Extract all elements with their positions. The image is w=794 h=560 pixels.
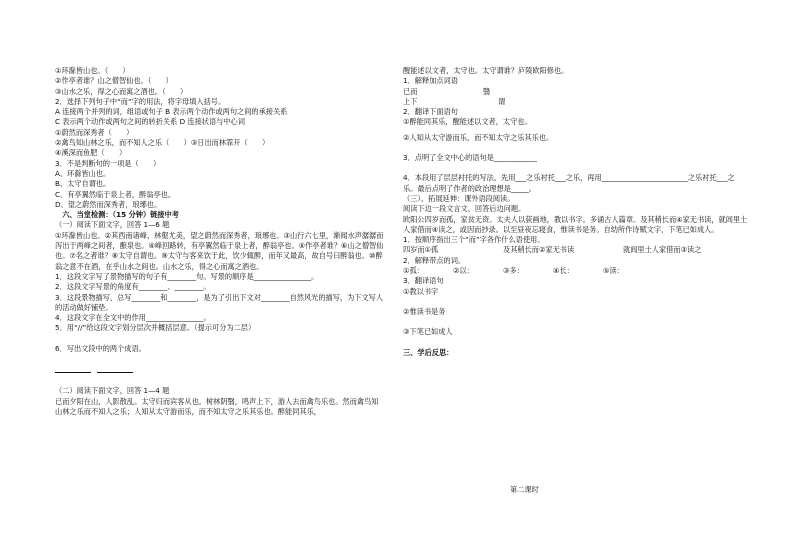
er-row: [403, 245, 748, 255]
def-item: ③多：: [503, 266, 524, 276]
section-heading: （三）、拓展延伸：课外语段阅读。: [403, 193, 515, 203]
text-line: ④溪深而鱼肥（ ）: [55, 148, 127, 158]
translate-item: ②惟读书是务: [403, 306, 446, 316]
text-line: ①蔚然而深秀者（ ）: [55, 127, 134, 137]
text-line: 3．不是判断句的一项是（ ）: [55, 158, 161, 168]
def-item: ④长：: [553, 266, 574, 276]
er-item: 就闾里士人家借而③读之: [623, 245, 702, 255]
text-line: 阅读下边一段文言文，回答后边问题。: [403, 204, 526, 214]
def-item: ⑤读：: [603, 266, 624, 276]
answer-blanks[interactable]: [55, 364, 385, 376]
text-line: 1．解释加点词语: [403, 76, 458, 86]
question: 1．这段文字写了景物描写的句子有________句。写景的顺序是________________。: [55, 271, 319, 281]
text-line: ③山水之乐，得之心而寓之酒也。（ ）: [55, 86, 188, 96]
passage-1: ①环滁皆山也。②其西南诸峰，林壑尤美，望之蔚然而深秀者，琅琊也。③山行六七里，渐闻水声潺潺而泻出于两峰之间者，酿泉也。④峰回路转，有亭翼然临于泉上者，醉翁亭也。⑤作亭者谁？⑥山之僧智仙也。⑦名之者谁？⑧太守自谓也。⑨太守与客来饮于此，饮少辄醉，而年又最高，故自号曰醉翁也。⑩醉翁之意不在酒，在乎山水之间也。山水之乐，得之心而寓之酒也。: [55, 230, 384, 271]
er-item: 四岁而①孤: [403, 245, 439, 255]
text-line: D、望之蔚然而深秀者，琅琊也。: [55, 199, 162, 209]
text-line: 2．翻译下面语句: [403, 107, 458, 117]
left-column: [55, 66, 385, 417]
text-line: C 表示两个动作或两句之间的转折关系 D 连接状语与中心词: [55, 117, 245, 127]
def-item: ②以：: [453, 266, 474, 276]
word: 翳: [483, 86, 491, 96]
text-line: A、环滁皆山也。: [55, 168, 111, 178]
word: 已而: [403, 86, 418, 96]
lesson-label: 第二课时: [510, 485, 539, 494]
word: 上下: [403, 96, 418, 106]
word: 谓: [498, 96, 506, 106]
passage-3: 欧阳公四岁而孤，家贫无资。太夫人以荻画地，教以书字。多诵古人篇章。及其稍长而④家无书读，就闾里士人家借而④读之，或因而抄录。以至昼夜忘寝食，惟读书是务。自幼所作诗赋文字，下笔已如成人。: [403, 214, 748, 234]
text-line: ②禽鸟知山林之乐，而不知人之乐（ ）③日出而林霏开（ ）: [55, 138, 270, 148]
question: 4．这段文字在全文中的作用________________。: [55, 313, 211, 323]
text-line: ①醉能同其乐，醒能述以文者，太守也。: [403, 117, 532, 127]
text-line: B、太守自谓也。: [55, 179, 111, 189]
text-line: ②人知从太守游而乐，而不知太守之乐其乐也。: [403, 132, 554, 142]
question: 2．解释带点的词。: [403, 255, 466, 265]
question: 3．翻译语句: [403, 276, 444, 286]
right-column: [403, 66, 748, 358]
def-item: ①孤：: [403, 266, 424, 276]
word-row: [403, 87, 748, 97]
question: 3．点明了全文中心的语句是____________: [403, 153, 537, 163]
translate-item: ①教以书字: [403, 286, 439, 296]
question: 1．按顺序指出三个“而”字各作什么语使用。: [403, 235, 545, 245]
er-item: 及其稍长而②家无书读: [503, 245, 575, 255]
text-line: A 连接两个并列的词，组语或句子 B 表示两个动作或两句之间的承接关系: [55, 107, 288, 117]
question: 3．这段景物描写，总写________和________，是为了引出下文对________自然风光的描写，为下文写人的活动做好铺垫。: [55, 292, 384, 312]
text-line: 2．选择下列句子中“而”字的用法，将字母填入括号。: [55, 96, 226, 106]
passage-2: 已而夕阳在山，人影散乱。太守归而宾客从也。树林阴翳，鸣声上下，游人去而禽鸟乐也。然而禽鸟知山林之乐而不知人之乐；人知从太守游而乐，而不知太守之乐其乐也。醉能同其乐，: [55, 396, 379, 416]
question: 6．写出文段中的两个成语。: [55, 343, 146, 353]
def-row: [403, 266, 748, 276]
question: 4．本段用了层层衬托的写法，先用___之乐衬托___之乐，再用________________________之乐衬托___之乐。最后点明了作者的政治理想是_____。: [403, 173, 735, 193]
section-heading: 六、当堂检测：（15 分钟）链接中考: [55, 210, 179, 220]
text-line: （一）阅读下面文字，回答 1—6 题: [55, 220, 170, 230]
text-line: 醒能述以文者，太守也。太守谓谁？庐陵欧阳修也。: [403, 66, 569, 75]
question: 5．用“//”给这段文字划分层次并概括层意。（提示可分为二层）: [55, 323, 256, 333]
text-line: C、有亭翼然临于泉上者，醉翁亭也。: [55, 189, 176, 199]
text-line: ②作亭者谁？山之僧智仙也。（ ）: [55, 76, 173, 86]
word-row: [403, 97, 748, 107]
section-heading: 三、学后反思：: [403, 347, 454, 357]
section-heading: （二）阅读下面文字，回答 1—4 题: [55, 386, 170, 396]
question: 2．这段文字写景的角度有________、________。: [55, 282, 211, 292]
translate-item: ③下笔已如成人: [403, 327, 453, 337]
text-line: ①环滁皆山也。（ ）: [55, 66, 130, 75]
